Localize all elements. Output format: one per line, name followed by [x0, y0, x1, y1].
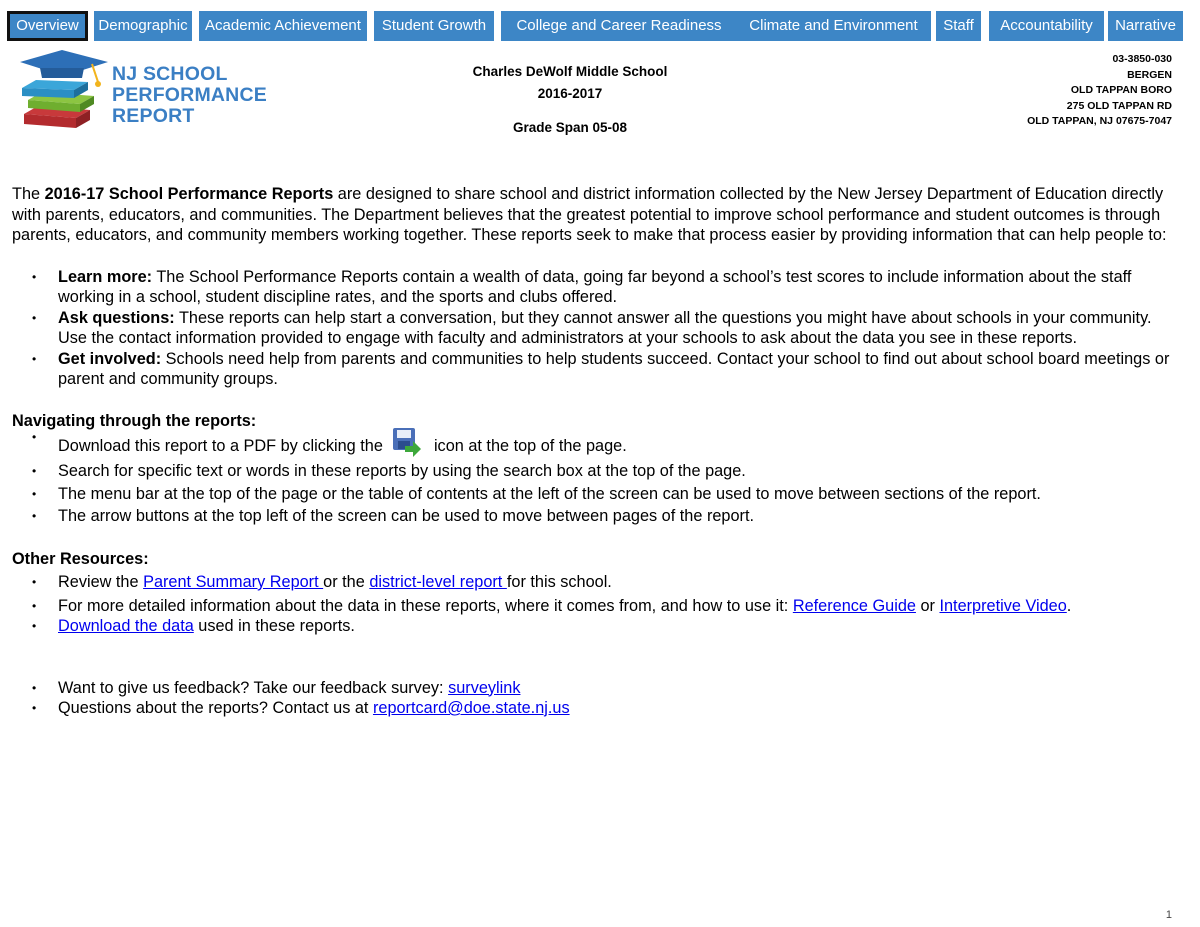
- resource-text: or the: [323, 573, 370, 591]
- list-item: [12, 308, 1177, 349]
- logo-line: NJ SCHOOL: [112, 63, 228, 85]
- logo-line: REPORT: [112, 105, 195, 127]
- list-item: [12, 616, 1177, 637]
- tab-student-growth[interactable]: Student Growth: [374, 11, 494, 41]
- district-name: OLD TAPPAN BORO: [1070, 84, 1172, 96]
- resources-list: [12, 572, 1177, 637]
- list-item: [12, 596, 1177, 617]
- intro-paragraph: [12, 184, 1177, 246]
- nav-text: icon at the top of the page.: [433, 437, 627, 455]
- nav-list: [12, 427, 1177, 527]
- school-name: Charles DeWolf Middle School: [472, 64, 668, 79]
- list-item: [12, 698, 1177, 719]
- resource-text: For more detailed information about the data in these reports, where it comes from, and how to use it:: [58, 596, 793, 615]
- contact-email-link[interactable]: reportcard@doe.state.nj.us: [372, 699, 570, 717]
- list-item: • The arrow buttons at the top left of the screen can be used to move between pages of the report.: [12, 506, 1177, 527]
- bullet-text: Schools need help from parents and communities to help students succeed. Contact your school to find out about school board meetings or parent and community groups.: [58, 349, 1170, 388]
- grade-span: Grade Span 05-08: [512, 120, 628, 135]
- books-graduation-cap-icon: [18, 48, 114, 140]
- overview-content: [12, 184, 1177, 719]
- feedback-text: Questions about the reports? Contact us at: [58, 699, 373, 717]
- list-item: • The menu bar at the top of the page or the table of contents at the left of the screen can be used to move between sections of the report.: [12, 484, 1177, 505]
- list-item: [12, 267, 1177, 308]
- bullet-label: Ask questions:: [58, 308, 175, 327]
- nj-school-performance-report-logo: [18, 48, 278, 140]
- school-year: 2016-2017: [537, 86, 603, 101]
- tab-college-career-readiness[interactable]: College and Career Readiness: [501, 11, 737, 41]
- county: BERGEN: [1127, 68, 1172, 81]
- bullet-text: These reports can help start a conversation, but they cannot answer all the questions you might have about schools in your community. Use the contact information provided to engage with faculty and administrators at your schools to ask about the data you see in these reports.: [58, 308, 1152, 347]
- bullet-label: Get involved:: [58, 349, 162, 368]
- intro-text: The: [12, 185, 45, 203]
- tab-overview[interactable]: Overview: [7, 11, 88, 41]
- feedback-list: [12, 678, 1177, 719]
- section-tab-bar: [7, 11, 1193, 43]
- nav-text: Download this report to a PDF by clicking the: [58, 437, 383, 455]
- logo-line: PERFORMANCE: [112, 84, 267, 106]
- list-item: [12, 427, 1177, 457]
- list-item: [12, 572, 1177, 593]
- bullet-text: The School Performance Reports contain a wealth of data, going far beyond a school’s test scores to include information about the staff working in a school, student discipline rates, and the sports and clubs offered.: [58, 267, 1132, 306]
- bullet-label: Learn more:: [58, 267, 153, 286]
- nav-heading: Navigating through the reports:: [12, 411, 257, 430]
- tab-demographic[interactable]: Demographic: [94, 11, 192, 41]
- street-address: 275 OLD TAPPAN RD: [1066, 99, 1172, 112]
- interpretive-video-link[interactable]: Interpretive Video: [939, 596, 1067, 615]
- resource-text: or: [915, 596, 940, 615]
- list-item: • Search for specific text or words in these reports by using the search box at the top of the page.: [12, 461, 1177, 482]
- resource-text: .: [1066, 596, 1072, 615]
- survey-link[interactable]: surveylink: [448, 678, 521, 697]
- resources-heading: Other Resources:: [12, 549, 149, 568]
- district-level-report-link[interactable]: district-level report: [369, 573, 507, 591]
- list-item: [12, 678, 1177, 699]
- logo-wordmark: [112, 64, 267, 127]
- resource-text: Review the: [58, 573, 144, 591]
- tab-narrative[interactable]: Narrative: [1108, 11, 1183, 41]
- purpose-list: [12, 267, 1177, 390]
- resource-text: used in these reports.: [193, 617, 355, 635]
- reference-guide-link[interactable]: Reference Guide: [792, 596, 916, 615]
- resource-text: for this school.: [506, 573, 612, 591]
- intro-bold: 2016-17 School Performance Reports: [44, 185, 334, 203]
- page-number: 1: [1165, 909, 1172, 921]
- tab-staff[interactable]: Staff: [936, 11, 981, 41]
- school-code: 03-3850-030: [1112, 53, 1172, 65]
- parent-summary-report-link[interactable]: Parent Summary Report: [143, 573, 324, 591]
- school-address: [1027, 52, 1172, 130]
- tab-climate-environment[interactable]: Climate and Environment: [736, 11, 931, 41]
- tab-academic-achievement[interactable]: Academic Achievement: [199, 11, 367, 41]
- list-item: [12, 349, 1177, 390]
- save-pdf-icon[interactable]: [391, 427, 425, 457]
- download-data-link[interactable]: Download the data: [58, 617, 194, 635]
- feedback-text: Want to give us feedback? Take our feedback survey:: [58, 678, 449, 697]
- city-state-zip: OLD TAPPAN, NJ 07675-7047: [1027, 115, 1172, 127]
- intro-text: are designed to share school and district information collected by the New Jersey Department of Education directly with parents, educators, and communities. The Department believes that the greatest potential to improve school performance and student outcomes is through parents, educators, and community members working together. These reports seek to make that process easier by providing information that can help people to:: [12, 185, 1167, 244]
- tab-accountability[interactable]: Accountability: [989, 11, 1104, 41]
